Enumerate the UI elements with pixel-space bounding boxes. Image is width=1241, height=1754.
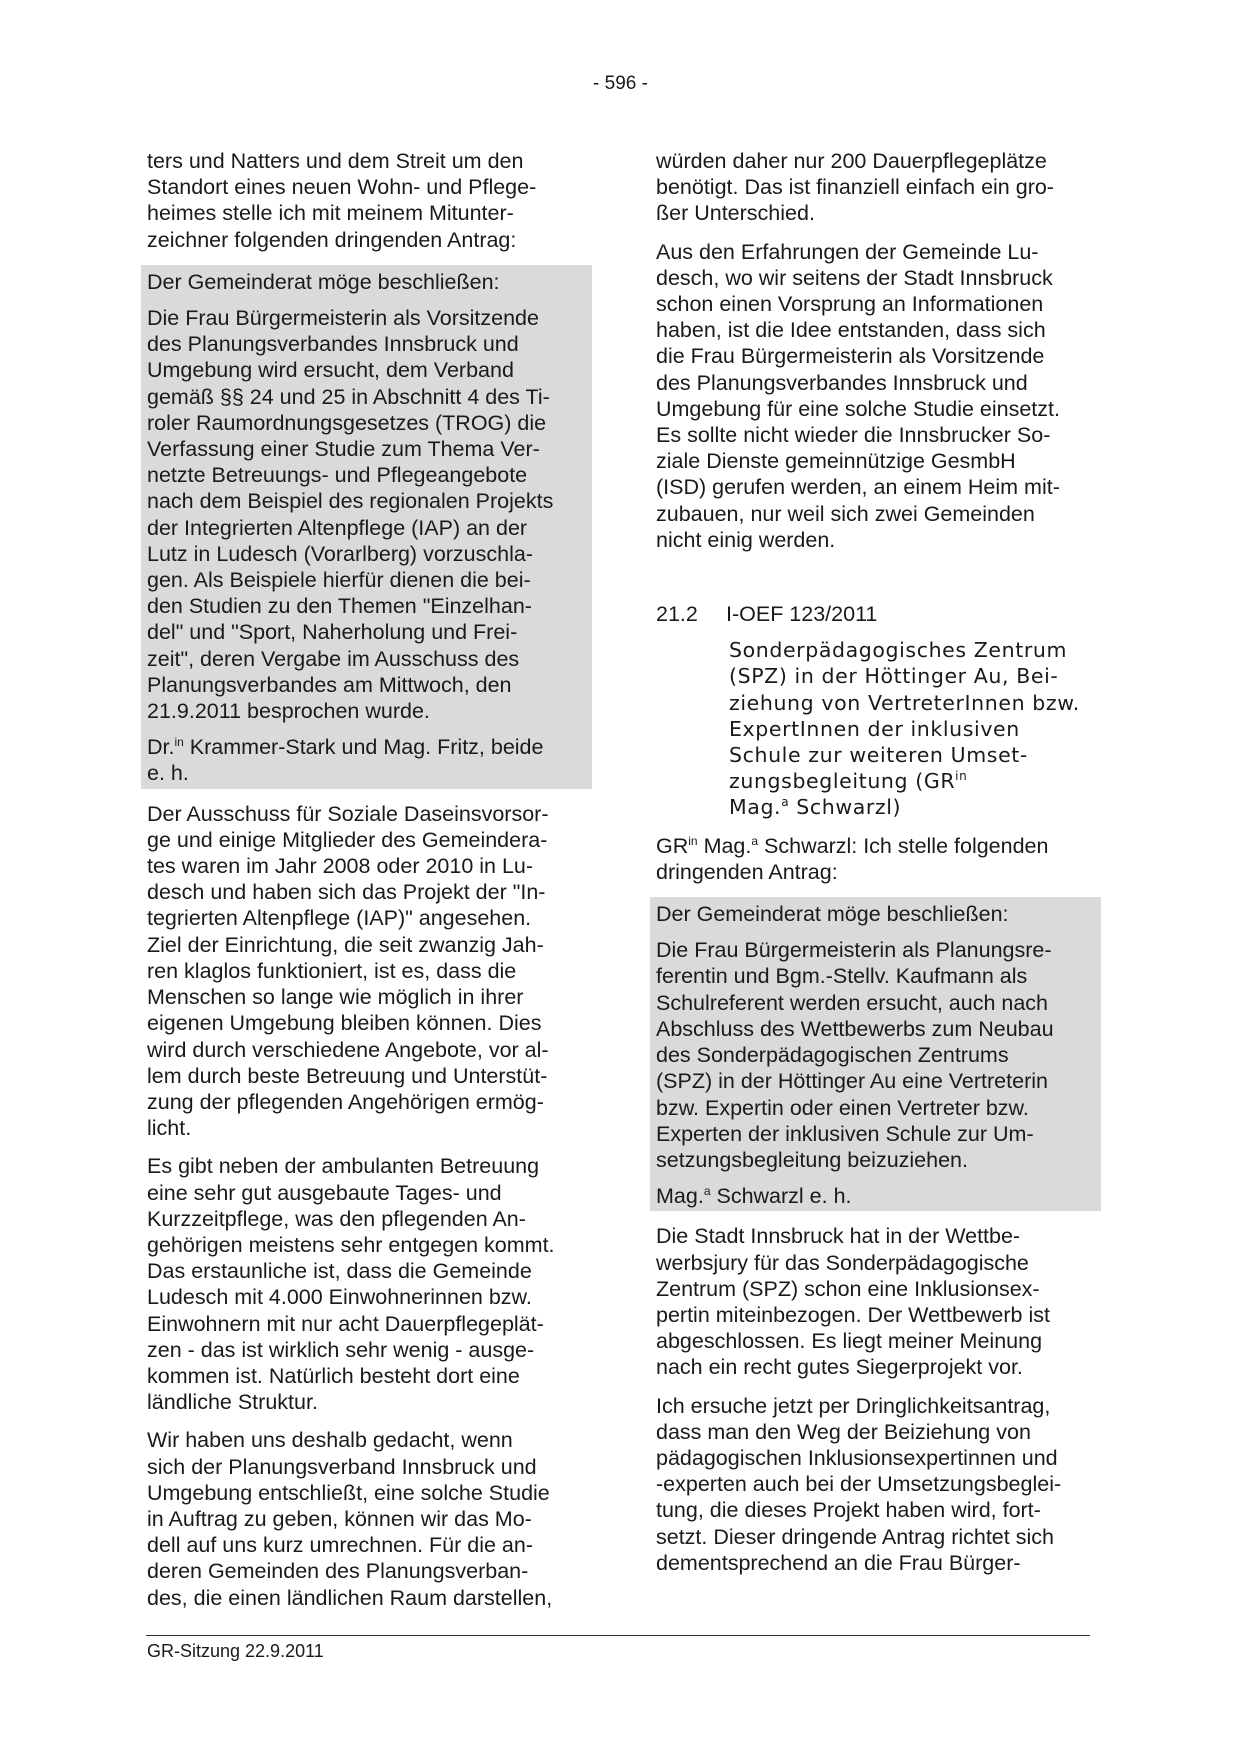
text-line: Umgebung entschließt, eine solche Studie xyxy=(147,1480,550,1505)
agenda-item-title-lines xyxy=(729,637,1101,768)
text-line: Menschen so lange wie möglich in ihrer xyxy=(147,985,524,1010)
text-line: Zentrum (SPZ) schon eine Inklusionsex- xyxy=(656,1276,1040,1301)
text-line: des Sonderpädagogischen Zentrums xyxy=(656,1043,1009,1068)
signature-title-sup: in xyxy=(174,735,184,750)
footer-session-label: GR-Sitzung 22.9.2011 xyxy=(147,1641,324,1661)
right-motion-box xyxy=(650,897,1101,1211)
text-line: pertin miteinbezogen. Der Wettbewerb ist xyxy=(656,1302,1050,1327)
text-line: Experten der inklusiven Schule zur Um- xyxy=(656,1121,1034,1146)
text-line: haben, ist die Idee entstanden, dass sich xyxy=(656,318,1046,343)
text-line: zeichner folgenden dringenden Antrag: xyxy=(147,227,517,252)
agenda-item-number: 21.2 xyxy=(656,602,698,627)
left-paragraph-3 xyxy=(147,1427,592,1610)
text-line: ferentin und Bgm.-Stellv. Kaufmann als xyxy=(656,964,1028,989)
text-line: nicht einig werden. xyxy=(656,527,836,552)
text-line: zeit", deren Vergabe im Ausschuss des xyxy=(147,646,520,671)
text-line: gehörigen meistens sehr entgegen kommt. xyxy=(147,1232,555,1257)
right-signature-sup: a xyxy=(703,1184,711,1199)
text-line: des Planungsverbandes Innsbruck und xyxy=(147,332,519,357)
text-line: bzw. Expertin oder einen Vertreter bzw. xyxy=(656,1095,1029,1120)
title-mag-text: Mag. xyxy=(729,795,782,820)
text-line: setzt. Dieser dringende Antrag richtet sich xyxy=(656,1524,1054,1549)
title-gr-sup: in xyxy=(955,769,968,784)
left-motion-heading-line: Der Gemeinderat möge beschließen: xyxy=(147,269,500,294)
text-line: eine sehr gut ausgebaute Tages- und xyxy=(147,1180,502,1205)
left-motion-box xyxy=(141,265,592,789)
left-paragraph-2 xyxy=(147,1153,592,1415)
text-line: desch und haben sich das Projekt der "In- xyxy=(147,880,546,905)
title-mag-sup: a xyxy=(781,795,790,810)
text-line: desch, wo wir seitens der Stadt Innsbruck xyxy=(656,265,1053,290)
text-line: Lutz in Ludesch (Vorarlberg) vorzuschla- xyxy=(147,541,533,566)
text-line: benötigt. Das ist finanziell einfach ein gro- xyxy=(656,175,1054,200)
text-line: Ziel der Einrichtung, die seit zwanzig Jah- xyxy=(147,932,544,957)
text-line: zung der pflegenden Angehörigen ermög- xyxy=(147,1089,544,1114)
text-line: tegrierten Altenpflege (IAP)" angesehen. xyxy=(147,906,532,931)
text-line: dementsprechend an die Frau Bürger- xyxy=(656,1550,1021,1575)
text-line: netzte Betreuungs- und Pflegeangebote xyxy=(147,463,528,488)
right-signature-name: Schwarzl e. h. xyxy=(710,1184,852,1209)
text-line: Die Frau Bürgermeisterin als Planungsre- xyxy=(656,938,1052,963)
speaker-rest: Schwarzl: Ich stelle folgenden xyxy=(758,833,1049,858)
text-line: Umgebung wird ersucht, dem Verband xyxy=(147,358,514,383)
text-line: setzungsbegleitung beizuziehen. xyxy=(656,1147,968,1172)
text-line: Der Ausschuss für Soziale Daseinsvorsor- xyxy=(147,801,549,826)
footer-divider xyxy=(146,1635,1090,1636)
text-line: Ich ersuche jetzt per Dringlichkeitsantrag, xyxy=(656,1393,1051,1418)
text-line: wird durch verschiedene Angebote, vor al- xyxy=(147,1037,549,1062)
speaker-line xyxy=(656,833,1101,859)
text-line: gemäß §§ 24 und 25 in Abschnitt 4 des Ti- xyxy=(147,384,550,409)
left-motion-text xyxy=(147,305,586,724)
text-line: werbsjury für das Sonderpädagogische xyxy=(656,1250,1029,1275)
text-line: Schule zur weiteren Umset- xyxy=(729,743,1028,768)
text-line: (SPZ) in der Höttinger Au, Bei- xyxy=(729,664,1059,689)
text-line: ländliche Struktur. xyxy=(147,1390,318,1415)
right-motion-heading-line: Der Gemeinderat möge beschließen: xyxy=(656,902,1009,927)
text-line: Ludesch mit 4.000 Einwohnerinnen bzw. xyxy=(147,1285,532,1310)
text-line: zubauen, nur weil sich zwei Gemeinden xyxy=(656,501,1035,526)
right-paragraph-4 xyxy=(656,1393,1101,1576)
text-line: deren Gemeinden des Planungsverban- xyxy=(147,1559,529,1584)
text-line: Es sollte nicht wieder die Innsbrucker So- xyxy=(656,423,1051,448)
text-line: nach dem Beispiel des regionalen Projekts xyxy=(147,489,554,514)
agenda-item-code: I-OEF 123/2011 xyxy=(726,602,878,627)
signature-title: Dr. xyxy=(147,735,175,760)
text-line: ters und Natters und dem Streit um den xyxy=(147,149,524,173)
text-line: Die Stadt Innsbruck hat in der Wettbe- xyxy=(656,1224,1021,1249)
text-line: pädagogischen Inklusionsexpertinnen und xyxy=(656,1445,1058,1470)
speaker-line-2: dringenden Antrag: xyxy=(656,859,838,884)
text-line: dell auf uns kurz umrechnen. Für die an- xyxy=(147,1533,534,1558)
text-line: tes waren im Jahr 2008 oder 2010 in Lu- xyxy=(147,854,534,879)
text-line: Die Frau Bürgermeisterin als Vorsitzende xyxy=(147,306,539,331)
right-paragraph-1 xyxy=(656,148,1101,227)
text-line: heimes stelle ich mit meinem Mitunter- xyxy=(147,201,514,226)
text-line: Abschluss des Wettbewerbs zum Neubau xyxy=(656,1016,1054,1041)
left-intro-paragraph xyxy=(147,148,592,253)
agenda-item-title xyxy=(729,637,1101,820)
text-line: Planungsverbandes am Mittwoch, den xyxy=(147,672,512,697)
left-motion-signature xyxy=(147,734,586,786)
text-line: würden daher nur 200 Dauerpflegeplätze xyxy=(656,149,1047,173)
text-line: die Frau Bürgermeisterin als Vorsitzende xyxy=(656,344,1045,369)
right-paragraph-2 xyxy=(656,239,1101,553)
text-line: ren klaglos funktioniert, ist es, dass die xyxy=(147,958,517,983)
right-motion-text xyxy=(656,937,1095,1173)
text-line: licht. xyxy=(147,1116,192,1141)
agenda-item-title-line-gr xyxy=(729,768,1101,794)
left-paragraph-1 xyxy=(147,801,592,1142)
speaker-mag: Mag. xyxy=(697,833,752,858)
speaker-gr: GR xyxy=(656,833,689,858)
text-line: ziehung von VertreterInnen bzw. xyxy=(729,690,1080,715)
agenda-item-title-line-mag xyxy=(729,794,1101,820)
text-line: dass man den Weg der Beiziehung von xyxy=(656,1419,1031,1444)
text-line: Schulreferent werden ersucht, auch nach xyxy=(656,990,1049,1015)
text-line: ge und einige Mitglieder des Gemeindera- xyxy=(147,827,548,852)
text-line: Verfassung einer Studie zum Thema Ver- xyxy=(147,437,540,462)
text-line: des, die einen ländlichen Raum darstellen, xyxy=(147,1585,553,1610)
right-motion-heading xyxy=(656,901,1095,927)
right-motion-signature xyxy=(656,1183,1095,1209)
text-line: ziale Dienste gemeinnützige GesmbH xyxy=(656,449,1016,474)
left-motion-heading xyxy=(147,269,586,295)
text-line: den Studien zu den Themen "Einzelhan- xyxy=(147,594,532,619)
text-line: gen. Als Beispiele hierfür dienen die bei- xyxy=(147,568,531,593)
title-gr-text: zungsbegleitung (GR xyxy=(729,769,956,794)
right-signature-title: Mag. xyxy=(656,1184,704,1209)
agenda-item-header xyxy=(656,601,1101,627)
text-line: Das erstaunliche ist, dass die Gemeinde xyxy=(147,1259,532,1284)
text-line: zen - das ist wirklich sehr wenig - ausge- xyxy=(147,1337,535,1362)
text-line: der Integrierten Altenpflege (IAP) an der xyxy=(147,515,528,540)
text-line: Umgebung für eine solche Studie einsetzt. xyxy=(656,396,1060,421)
page-number: - 596 - xyxy=(593,73,648,94)
signature-line-2: e. h. xyxy=(147,761,189,786)
right-column xyxy=(656,148,1101,1588)
signature-line xyxy=(147,734,586,760)
speaker-gr-sup: in xyxy=(688,833,698,848)
text-line: tung, die dieses Projekt haben wird, fort- xyxy=(656,1498,1041,1523)
text-line: Aus den Erfahrungen der Gemeinde Lu- xyxy=(656,239,1039,264)
text-line: 21.9.2011 besprochen wurde. xyxy=(147,699,430,724)
text-line: Kurzzeitpflege, was den pflegenden An- xyxy=(147,1206,526,1231)
right-paragraph-3 xyxy=(656,1223,1101,1380)
text-line: eigenen Umgebung bleiben können. Dies xyxy=(147,1011,542,1036)
text-line: schon einen Vorsprung an Informationen xyxy=(656,292,1044,317)
text-line: Einwohnern mit nur acht Dauerpflegeplät- xyxy=(147,1311,544,1336)
text-line: in Auftrag zu geben, können wir das Mo- xyxy=(147,1506,532,1531)
text-line: -experten auch bei der Umsetzungsbeglei- xyxy=(656,1472,1062,1497)
text-line: Standort eines neuen Wohn- und Pflege- xyxy=(147,175,537,200)
right-signature-line xyxy=(656,1183,1095,1209)
text-line: ExpertInnen der inklusiven xyxy=(729,716,1020,741)
text-line: del" und "Sport, Naherholung und Frei- xyxy=(147,620,518,645)
text-line: lem durch beste Betreuung und Unterstüt- xyxy=(147,1063,548,1088)
text-line: Sonderpädagogisches Zentrum xyxy=(729,638,1068,663)
text-line: sich der Planungsverband Innsbruck und xyxy=(147,1454,537,1479)
signature-names: Krammer-Stark und Mag. Fritz, beide xyxy=(183,735,544,760)
text-line: des Planungsverbandes Innsbruck und xyxy=(656,370,1028,395)
text-line: Wir haben uns deshalb gedacht, wenn xyxy=(147,1428,513,1453)
text-line: Es gibt neben der ambulanten Betreuung xyxy=(147,1154,540,1179)
text-line: ßer Unterschied. xyxy=(656,201,815,226)
text-line: abgeschlossen. Es liegt meiner Meinung xyxy=(656,1329,1043,1354)
title-mag-name: Schwarzl) xyxy=(789,795,902,820)
text-line: kommen ist. Natürlich besteht dort eine xyxy=(147,1363,520,1388)
text-line: (SPZ) in der Höttinger Au eine Vertreterin xyxy=(656,1069,1048,1094)
speaker-mag-sup: a xyxy=(751,833,759,848)
text-line: (ISD) gerufen werden, an einem Heim mit- xyxy=(656,475,1060,500)
text-line: nach ein recht gutes Siegerprojekt vor. xyxy=(656,1355,1023,1380)
speaker-paragraph xyxy=(656,833,1101,885)
text-line: roler Raumordnungsgesetzes (TROG) die xyxy=(147,410,547,435)
left-column xyxy=(147,148,592,1623)
